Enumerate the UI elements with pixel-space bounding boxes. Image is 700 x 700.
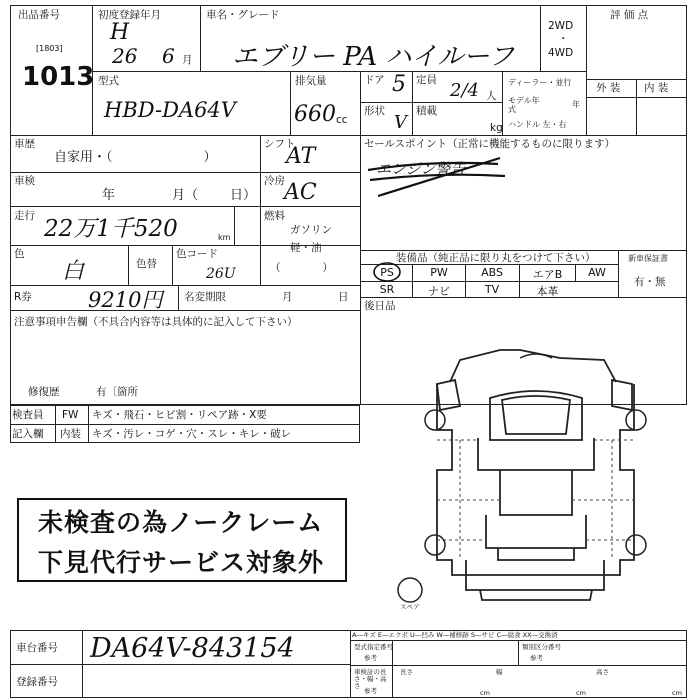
repair-history-label: 修復歴	[28, 386, 60, 398]
capacity-unit: 人	[486, 90, 497, 102]
registration-history-value: 自家用・（ ）	[54, 150, 217, 165]
interior-items: キズ・汚レ・コゲ・穴・スレ・キレ・破レ	[92, 428, 292, 440]
color-code-label: 色コード	[176, 248, 218, 260]
shift-value: AT	[286, 144, 316, 169]
shape-label: 形状	[364, 105, 385, 117]
shape-value: V	[394, 112, 407, 133]
later-items-label: 後日品	[364, 300, 396, 312]
dimensions-ref: 参考	[364, 687, 377, 695]
first-registration-label: 初度登録年月	[98, 9, 161, 21]
fuel-other: （ ）	[270, 262, 333, 274]
type-designation-ref: 参考	[364, 654, 377, 662]
lot-number-label: 出品番号	[18, 9, 60, 21]
color-value: 白	[62, 259, 85, 284]
banner-line-1: 未検査の為ノークレーム	[38, 508, 324, 537]
model-year-unit: 年	[572, 100, 580, 109]
first-registration-year: 26	[112, 44, 138, 68]
ac-value: AC	[284, 180, 317, 205]
model-code-label: 型式	[98, 75, 119, 87]
kg-unit: kg	[490, 122, 503, 134]
sales-point-label: セールスポイント（正常に機能するものに限ります）	[364, 138, 616, 150]
handle-label: ハンドル 左・右	[508, 120, 567, 129]
height-label: 高さ	[596, 668, 609, 676]
equipment-aw: AW	[588, 266, 606, 279]
fuel-light-oil: 軽・油	[290, 242, 322, 254]
plate-number-label: 登録番号	[16, 676, 58, 688]
km-unit: km	[218, 233, 231, 242]
fuel-label: 燃料	[264, 210, 285, 222]
mileage-value: 22万1千520	[44, 216, 178, 242]
doors-value: 5	[392, 72, 406, 97]
lot-number: 1013	[22, 62, 95, 92]
banner-line-2: 下見代行サービス対象外	[38, 548, 325, 577]
equipment-pw: PW	[430, 266, 448, 279]
doors-label: ドア	[364, 74, 385, 86]
ac-label: 冷房	[264, 175, 285, 187]
color-label: 色	[14, 248, 25, 260]
caution-label: 注意事項申告欄（不具合内容等は具体的に記入して下さい）	[14, 316, 298, 328]
fw-label: FW	[62, 409, 79, 421]
month-unit: 月	[182, 54, 193, 66]
color-change-label: 色替	[136, 258, 157, 270]
length-label: 長さ	[400, 668, 413, 676]
equipment-ps: PS	[380, 266, 394, 279]
name-change-label: 名変期限	[184, 291, 226, 303]
evaluation-label: 評 価 点	[610, 9, 649, 21]
recycle-ticket-label: R券	[14, 291, 32, 303]
load-label: 積載	[416, 105, 437, 117]
panel-guides	[437, 440, 634, 560]
repair-history-value: 有〔箇所	[96, 386, 138, 398]
dimensions-label: 車検証の長さ・幅・高さ	[354, 668, 387, 690]
inspector-label: 検査員	[12, 409, 44, 421]
displacement-label: 排気量	[295, 75, 327, 87]
interior-grade-label: 内 装	[644, 82, 669, 94]
fw-items: キズ・飛石・ヒビ割・リペア跡・X要	[92, 409, 267, 421]
height-unit: cm	[672, 689, 682, 697]
interior-check-label: 内装	[60, 428, 81, 440]
inspection-month-unit: 月（	[172, 188, 199, 203]
equipment-title: 装備品（純正品に限り丸をつけて下さい）	[396, 252, 596, 264]
warranty-value: 有・無	[634, 276, 666, 288]
sales-point-strike	[368, 158, 505, 196]
first-registration-month: 6	[162, 44, 175, 68]
type-designation-label: 型式指定番号	[354, 643, 393, 651]
registration-history-label: 車歴	[14, 138, 35, 150]
equipment-leather: 本革	[536, 285, 559, 298]
drive-4wd: 4WD	[548, 47, 574, 59]
width-unit: cm	[576, 689, 586, 697]
entry-label: 記入欄	[12, 428, 44, 440]
shift-label: シフト	[264, 138, 296, 150]
drive-separator: ・	[558, 33, 569, 45]
wheels	[398, 410, 646, 602]
model-year-label: モデル年式	[508, 96, 540, 114]
inspection-day-unit: 日）	[230, 188, 257, 203]
mileage-label: 走行	[14, 210, 35, 222]
exterior-grade-label: 外 装	[596, 82, 621, 94]
warranty-label: 新車保証書	[628, 254, 668, 263]
chassis-number-label: 車台番号	[16, 642, 58, 654]
class-number-label: 類別区分番号	[522, 643, 561, 651]
capacity-label: 定員	[416, 74, 437, 86]
equipment-abs: ABS	[481, 266, 503, 279]
width-label: 幅	[496, 668, 503, 676]
color-code-value: 26U	[206, 266, 236, 282]
auction-code: [1803]	[36, 44, 63, 53]
spare-tire-label: スペア	[400, 603, 420, 611]
car-name-grade: エブリー PA ハイルーフ	[232, 42, 515, 72]
damage-legend: A―キズ E―エクボ U―凹み W―補修跡 S―サビ C―腐食 XX―交換済	[352, 631, 558, 639]
name-change-month: 月	[282, 291, 293, 303]
model-code: HBD-DA64V	[104, 98, 236, 122]
equipment-tv: TV	[484, 283, 500, 296]
fuel-gasoline: ガソリン	[290, 224, 332, 236]
first-registration-era: H	[110, 20, 130, 45]
ps-circle	[374, 263, 400, 281]
car-name-label: 車名・グレード	[206, 9, 280, 21]
displacement-value: 660	[294, 102, 336, 127]
length-unit: cm	[480, 689, 490, 697]
dealer-label: ディーラー・並行	[508, 78, 572, 87]
capacity-value: 2/4	[450, 80, 479, 101]
drive-2wd: 2WD	[548, 20, 574, 32]
inspection-label: 車検	[14, 175, 35, 187]
sales-point-struck: エンジン警告	[376, 160, 466, 178]
class-number-ref: 参考	[530, 654, 543, 662]
equipment-sr: SR	[379, 283, 395, 296]
inspection-year-unit: 年	[102, 188, 116, 203]
cc-unit: cc	[336, 114, 348, 126]
chassis-number-value: DA64V-843154	[90, 633, 295, 664]
equipment-airbag: エアB	[532, 268, 563, 281]
car-outline	[437, 350, 634, 600]
equipment-navi: ナビ	[428, 285, 450, 298]
recycle-ticket-value: 9210円	[88, 288, 163, 312]
name-change-day: 日	[338, 291, 349, 303]
